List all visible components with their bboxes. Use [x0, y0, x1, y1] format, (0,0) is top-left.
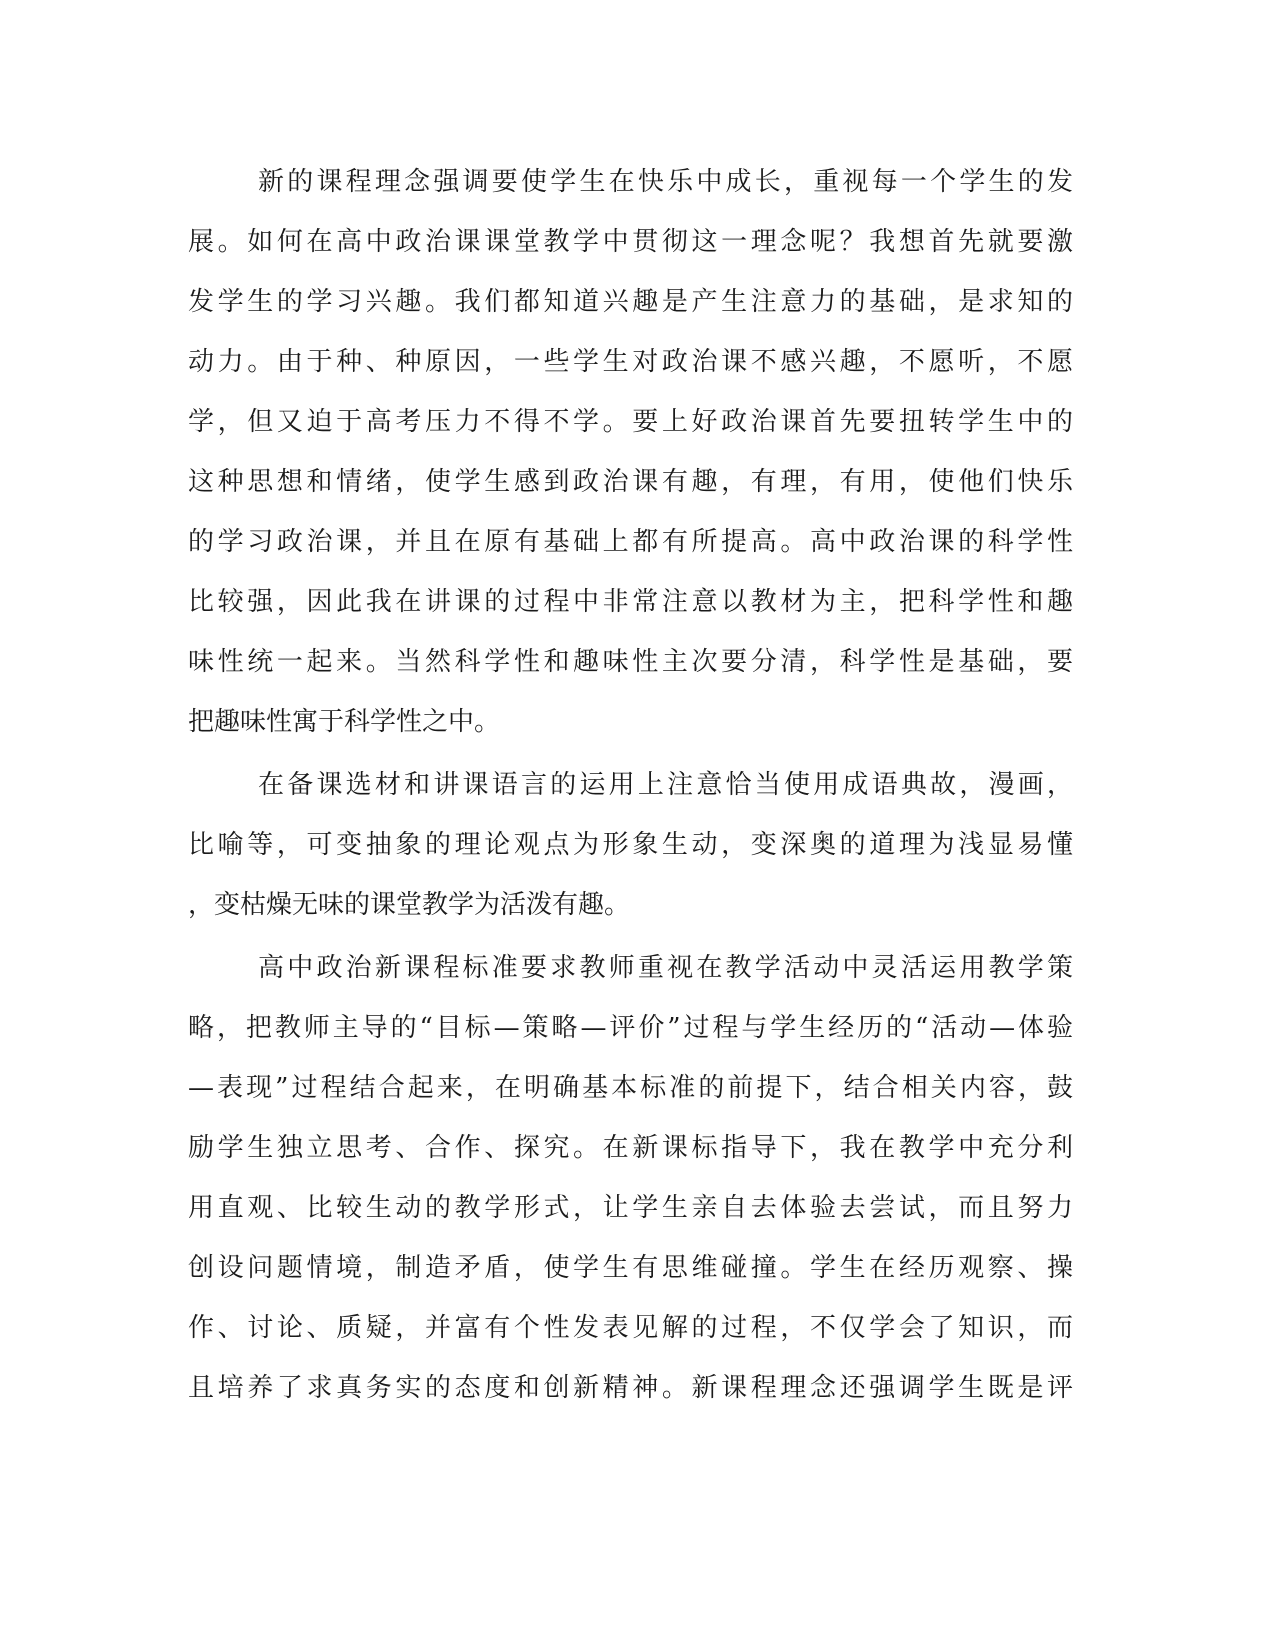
text-line: 高中政治新课程标准要求教师重视在教学活动中灵活运用教学策	[258, 953, 1073, 983]
text-line: 比较强，因此我在讲课的过程中非常注意以教材为主，把科学性和趣	[188, 587, 1073, 617]
text-line: ，变枯燥无味的课堂教学为活泼有趣。	[188, 890, 631, 920]
text-line: 的学习政治课，并且在原有基础上都有所提高。高中政治课的科学性	[188, 527, 1073, 557]
paragraph-3	[188, 938, 1073, 1418]
text-line: 展。如何在高中政治课课堂教学中贯彻这一理念呢？我想首先就要激	[188, 227, 1073, 257]
text-line: 把趣味性寓于科学性之中。	[188, 707, 501, 737]
text-line: 略，把教师主导的“目标—策略—评价”过程与学生经历的“活动—体验	[188, 1013, 1073, 1043]
text-line: 发学生的学习兴趣。我们都知道兴趣是产生注意力的基础，是求知的	[188, 287, 1073, 317]
text-line: 新的课程理念强调要使学生在快乐中成长，重视每一个学生的发	[258, 167, 1073, 197]
document-body	[188, 152, 1073, 1418]
paragraph-1	[188, 152, 1073, 752]
text-line: —表现”过程结合起来，在明确基本标准的前提下，结合相关内容，鼓	[188, 1073, 1073, 1103]
text-line: 比喻等，可变抽象的理论观点为形象生动，变深奥的道理为浅显易懂	[188, 830, 1073, 860]
text-line: 且培养了求真务实的态度和创新精神。新课程理念还强调学生既是评	[188, 1373, 1073, 1403]
text-line: 在备课选材和讲课语言的运用上注意恰当使用成语典故，漫画，	[258, 770, 1073, 800]
text-line: 学，但又迫于高考压力不得不学。要上好政治课首先要扭转学生中的	[188, 407, 1073, 437]
text-line: 动力。由于种、种原因，一些学生对政治课不感兴趣，不愿听，不愿	[188, 347, 1073, 377]
text-line: 用直观、比较生动的教学形式，让学生亲自去体验去尝试，而且努力	[188, 1193, 1073, 1223]
paragraph-2	[188, 755, 1073, 935]
text-line: 味性统一起来。当然科学性和趣味性主次要分清，科学性是基础，要	[188, 647, 1073, 677]
text-line: 这种思想和情绪，使学生感到政治课有趣，有理，有用，使他们快乐	[188, 467, 1073, 497]
text-line: 创设问题情境，制造矛盾，使学生有思维碰撞。学生在经历观察、操	[188, 1253, 1073, 1283]
text-line: 作、讨论、质疑，并富有个性发表见解的过程，不仅学会了知识，而	[188, 1313, 1073, 1343]
text-line: 励学生独立思考、合作、探究。在新课标指导下，我在教学中充分利	[188, 1133, 1073, 1163]
